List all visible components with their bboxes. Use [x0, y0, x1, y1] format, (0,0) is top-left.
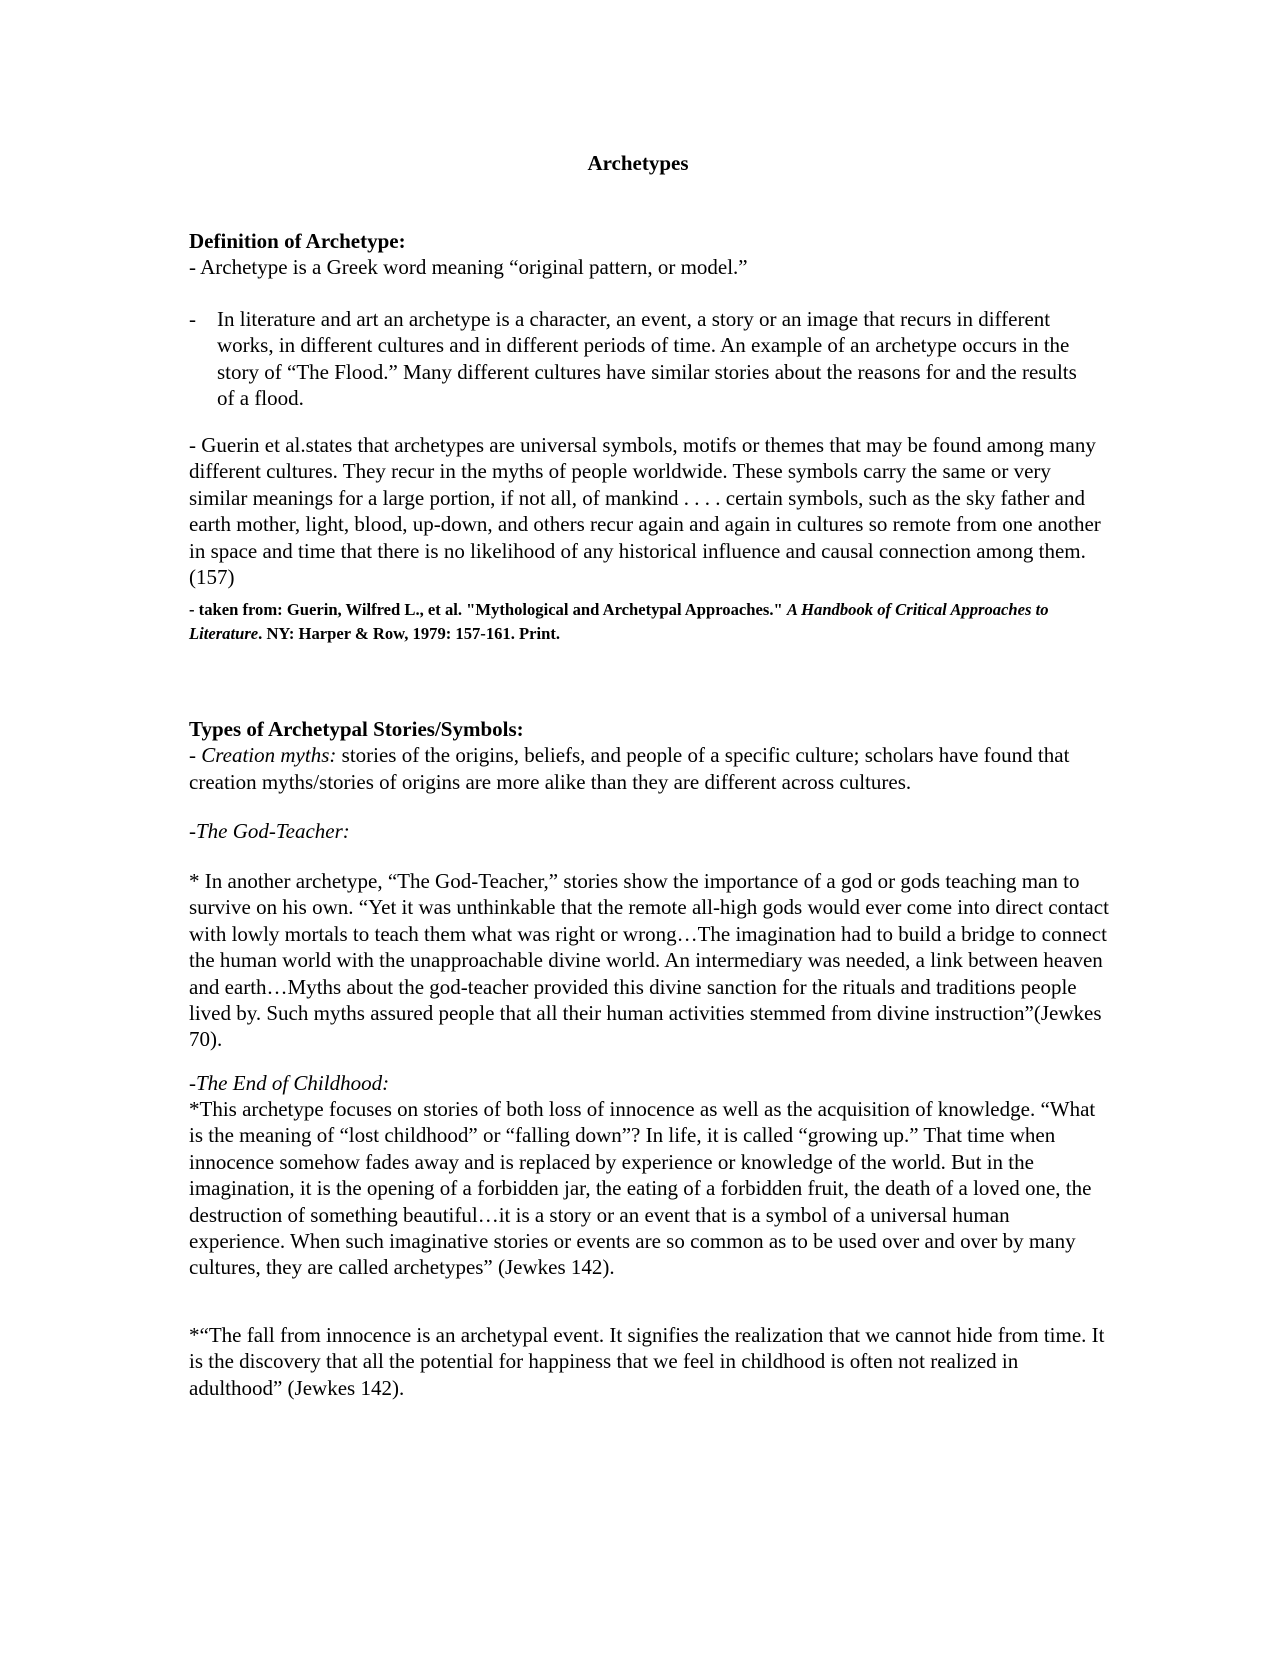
definition-item-text: In literature and art an archetype is a character, an event, a story or an image that recurs in different works, in different cultures and in different periods of time. An example of an archetype occurs in the story of “The Flood.” Many different cultures have similar stories about the reasons for and the results of a flood.: [217, 307, 1077, 411]
end-of-childhood-paragraph: *This archetype focuses on stories of both loss of innocence as well as the acquisition of knowledge. “What is the meaning of “lost childhood” or “falling down”? In life, it is called “growing up.” That time when innocence somehow fades away and is replaced by experience or knowledge of the world. But in the imagination, it is the opening of a forbidden jar, the eating of a forbidden fruit, the death of a loved one, the destruction of something beautiful…it is a story or an event that is a symbol of a universal human experience. When such imaginative stories or events are so common as to be used over and over by many cultures, they are called archetypes” (Jewkes 142).: [189, 1097, 1096, 1280]
types-heading: Types of Archetypal Stories/Symbols:: [189, 717, 524, 741]
guerin-paragraph: - Guerin et al.states that archetypes are universal symbols, motifs or themes that may be found among many different cultures. They recur in the myths of people worldwide. These symbols carry the same or very similar meanings for a large portion, if not all, of mankind . . . . certain symbols, such as the sky father and earth mother, light, blood, up-down, and others recur again and again in cultures so remote from one another in space and time that there is no likelihood of any historical influence and causal connection among them. (157): [189, 433, 1101, 590]
definition-section: [189, 228, 1109, 281]
citation-book-title: A Handbook of Critical Approaches to Literature: [189, 600, 1049, 643]
creation-dash: -: [189, 743, 202, 768]
god-teacher-paragraph: * In another archetype, “The God-Teacher,” stories show the importance of a god or gods teaching man to survive on his own. “Yet it was unthinkable that the remote all-high gods would ever come into direct contact with lowly mortals to teach them what was right or wrong…The imagination had to build a bridge to connect the human world with the unapproachable divine world. An intermediary was needed, a link between heaven and earth…Myths about the god-teacher provided this divine sanction for the rituals and traditions people lived by. Such myths assured people that all their human activities stemmed from divine instruction”(Jewkes 70).: [189, 869, 1109, 1052]
creation-myths-paragraph: [189, 742, 1109, 795]
list-dash-marker: -: [189, 307, 196, 331]
page-title: Archetypes: [587, 151, 689, 175]
citation-suffix: . NY: Harper & Row, 1979: 157-161. Print.: [258, 623, 561, 643]
definition-heading: Definition of Archetype:: [189, 229, 406, 253]
fall-from-innocence-paragraph: *“The fall from innocence is an archetypal event. It signifies the realization that we cannot hide from time. It is the discovery that all the potential for happiness that we feel in childhood is often not realized in adulthood” (Jewkes 142).: [189, 1323, 1105, 1400]
types-section: [189, 716, 1109, 795]
citation: [189, 598, 1109, 645]
creation-myths-text: stories of the origins, beliefs, and people of a specific culture; scholars have found that creation myths/stories of origins are more alike than they are different across cultures.: [189, 743, 1070, 794]
definition-line: - Archetype is a Greek word meaning “original pattern, or model.”: [189, 255, 748, 280]
god-teacher-heading: -The God-Teacher:: [189, 819, 350, 843]
citation-prefix: - taken from: Guerin, Wilfred L., et al. "Mythological and Archetypal Approaches.": [189, 600, 787, 619]
definition-list-item: [189, 306, 1109, 412]
creation-myths-label: Creation myths:: [201, 743, 337, 768]
end-of-childhood-heading: -The End of Childhood:: [189, 1071, 390, 1095]
